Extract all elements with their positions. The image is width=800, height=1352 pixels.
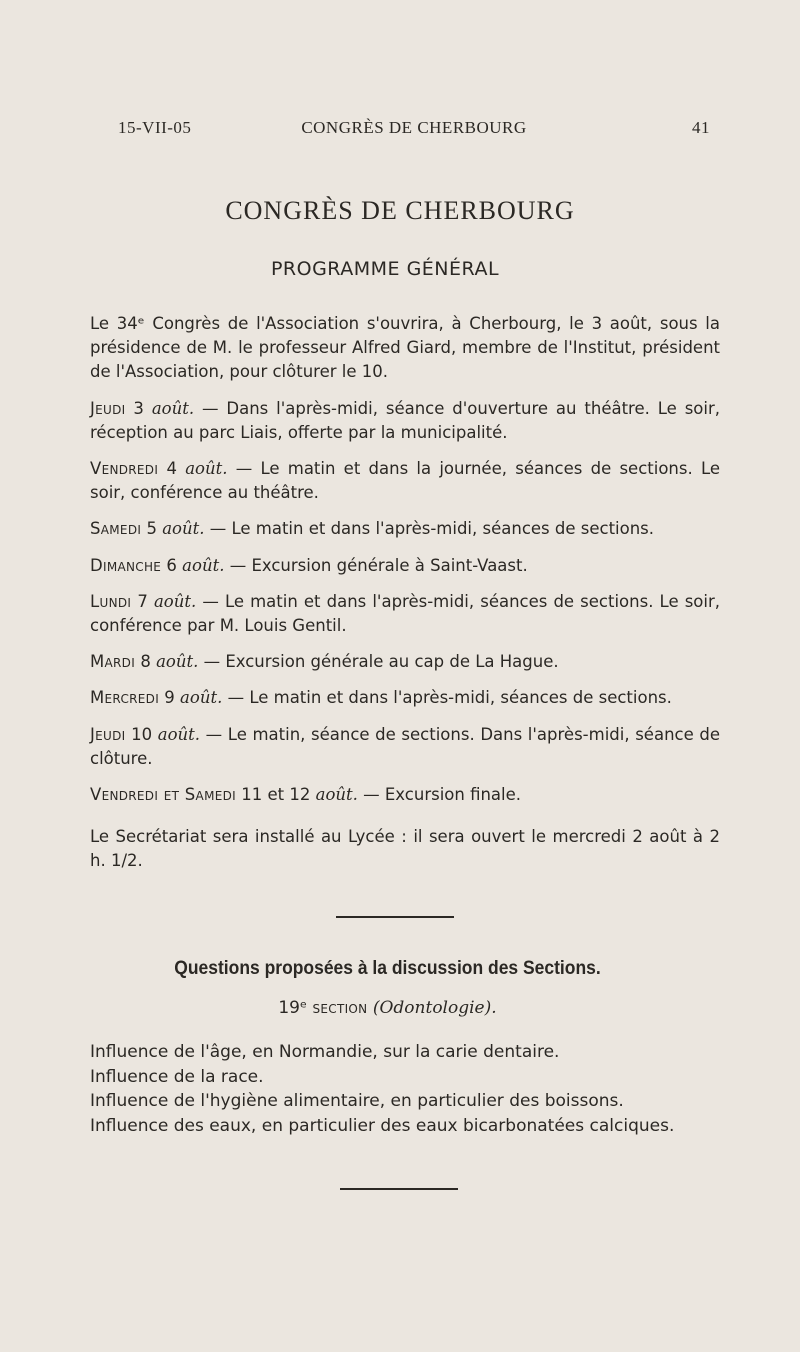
schedule-day: Samedi: [90, 519, 142, 539]
schedule-month: août.: [153, 591, 197, 611]
secretariat-paragraph: Le Secrétariat sera installé au Lycée : il sera ouvert le mercredi 2 août à 2 h. 1/2.: [90, 827, 720, 871]
schedule-entry: [90, 783, 720, 807]
section-label: section: [312, 998, 368, 1018]
schedule-month: août.: [162, 519, 205, 539]
schedule-day: Vendredi: [90, 459, 159, 479]
schedule-month: août.: [185, 459, 228, 479]
schedule-text: — Le matin, séance de sections. Dans l'après-midi, séance de clôture.: [90, 724, 720, 768]
schedule-date: 10: [131, 724, 153, 744]
divider-rule: [336, 916, 454, 918]
schedule-text: — Le matin et dans l'après-midi, séances de sections.: [227, 688, 672, 708]
running-head-date: 15-VII-05: [118, 118, 192, 137]
schedule-text: — Excursion finale.: [363, 785, 522, 805]
schedule-date: 11 et 12: [241, 785, 311, 805]
schedule-entry: [90, 397, 720, 445]
page-subtitle: PROGRAMME GÉNÉRAL: [270, 258, 500, 280]
schedule-text: — Le matin et dans la journée, séances de sections. Le soir, conférence au théâtre.: [90, 459, 721, 503]
schedule-entry: [90, 686, 720, 710]
schedule-day: Mardi: [90, 652, 136, 672]
schedule-day: Jeudi: [90, 398, 126, 418]
schedule-date: 4: [166, 459, 177, 479]
schedule-month: août.: [151, 398, 195, 418]
schedule-date: 6: [166, 555, 177, 575]
programme-body: [90, 312, 720, 886]
schedule-month: août.: [180, 688, 223, 708]
schedule-day: Lundi: [90, 591, 132, 611]
schedule-month: août.: [182, 555, 225, 575]
schedule-date: 9: [164, 688, 175, 708]
schedule-entry: [90, 650, 720, 674]
question-item: Influence des eaux, en particulier des eaux bicarbonatées calciques.: [90, 1115, 675, 1136]
question-item: Influence de l'hygiène alimentaire, en particulier des boissons.: [90, 1091, 624, 1112]
question-item: Influence de la race.: [90, 1066, 264, 1087]
schedule-entry: [90, 457, 720, 505]
schedule-text: — Le matin et dans l'après-midi, séances de sections. Le soir, conférence par M. Louis Gentil.: [90, 591, 721, 636]
schedule-date: 3: [133, 398, 144, 418]
schedule-text: — Le matin et dans l'après-midi, séances de sections.: [209, 519, 655, 539]
schedule-day: Jeudi: [90, 724, 126, 744]
schedule-month: août.: [157, 724, 201, 744]
schedule-text: — Excursion générale à Saint-Vaast.: [229, 555, 528, 575]
schedule-date: 8: [140, 652, 151, 672]
schedule-day: Mercredi: [90, 688, 160, 708]
schedule-month: août.: [315, 785, 358, 805]
schedule-month: août.: [156, 652, 199, 672]
page-title: CONGRÈS DE CHERBOURG: [225, 196, 575, 225]
schedule-entry: [90, 517, 720, 541]
schedule-text: — Excursion générale au cap de La Hague.: [203, 652, 559, 672]
schedule-day: Vendredi et Samedi: [90, 785, 236, 805]
schedule-text: — Dans l'après-midi, séance d'ouverture au théâtre. Le soir, réception au parc Liais, offerte par la municipalité.: [90, 398, 721, 442]
schedule-entry: [90, 590, 720, 638]
section-heading: [0, 998, 775, 1018]
schedule-date: 5: [146, 519, 157, 539]
schedule-date: 7: [137, 591, 148, 611]
schedule-entry: [90, 554, 720, 578]
page-number: 41: [692, 118, 710, 137]
schedule-day: Dimanche: [90, 555, 162, 575]
schedule-entry: [90, 723, 720, 771]
questions-heading: Questions proposées à la discussion des Sections.: [174, 958, 601, 979]
section-number: 19ᵉ: [278, 998, 308, 1018]
divider-rule-bottom: [340, 1188, 458, 1190]
questions-list: [90, 1040, 722, 1138]
schedule-list: [90, 397, 720, 808]
question-item: Influence de l'âge, en Normandie, sur la carie dentaire.: [90, 1042, 560, 1062]
running-head-title: CONGRÈS DE CHERBOURG: [301, 118, 527, 137]
section-name: (Odontologie).: [372, 998, 497, 1018]
intro-paragraph: Le 34ᵉ Congrès de l'Association s'ouvrira, à Cherbourg, le 3 août, sous la présidence de M. le professeur Alfred Giard, membre de l'Institut, président de l'Association, pour clôturer le 10.: [90, 314, 720, 382]
